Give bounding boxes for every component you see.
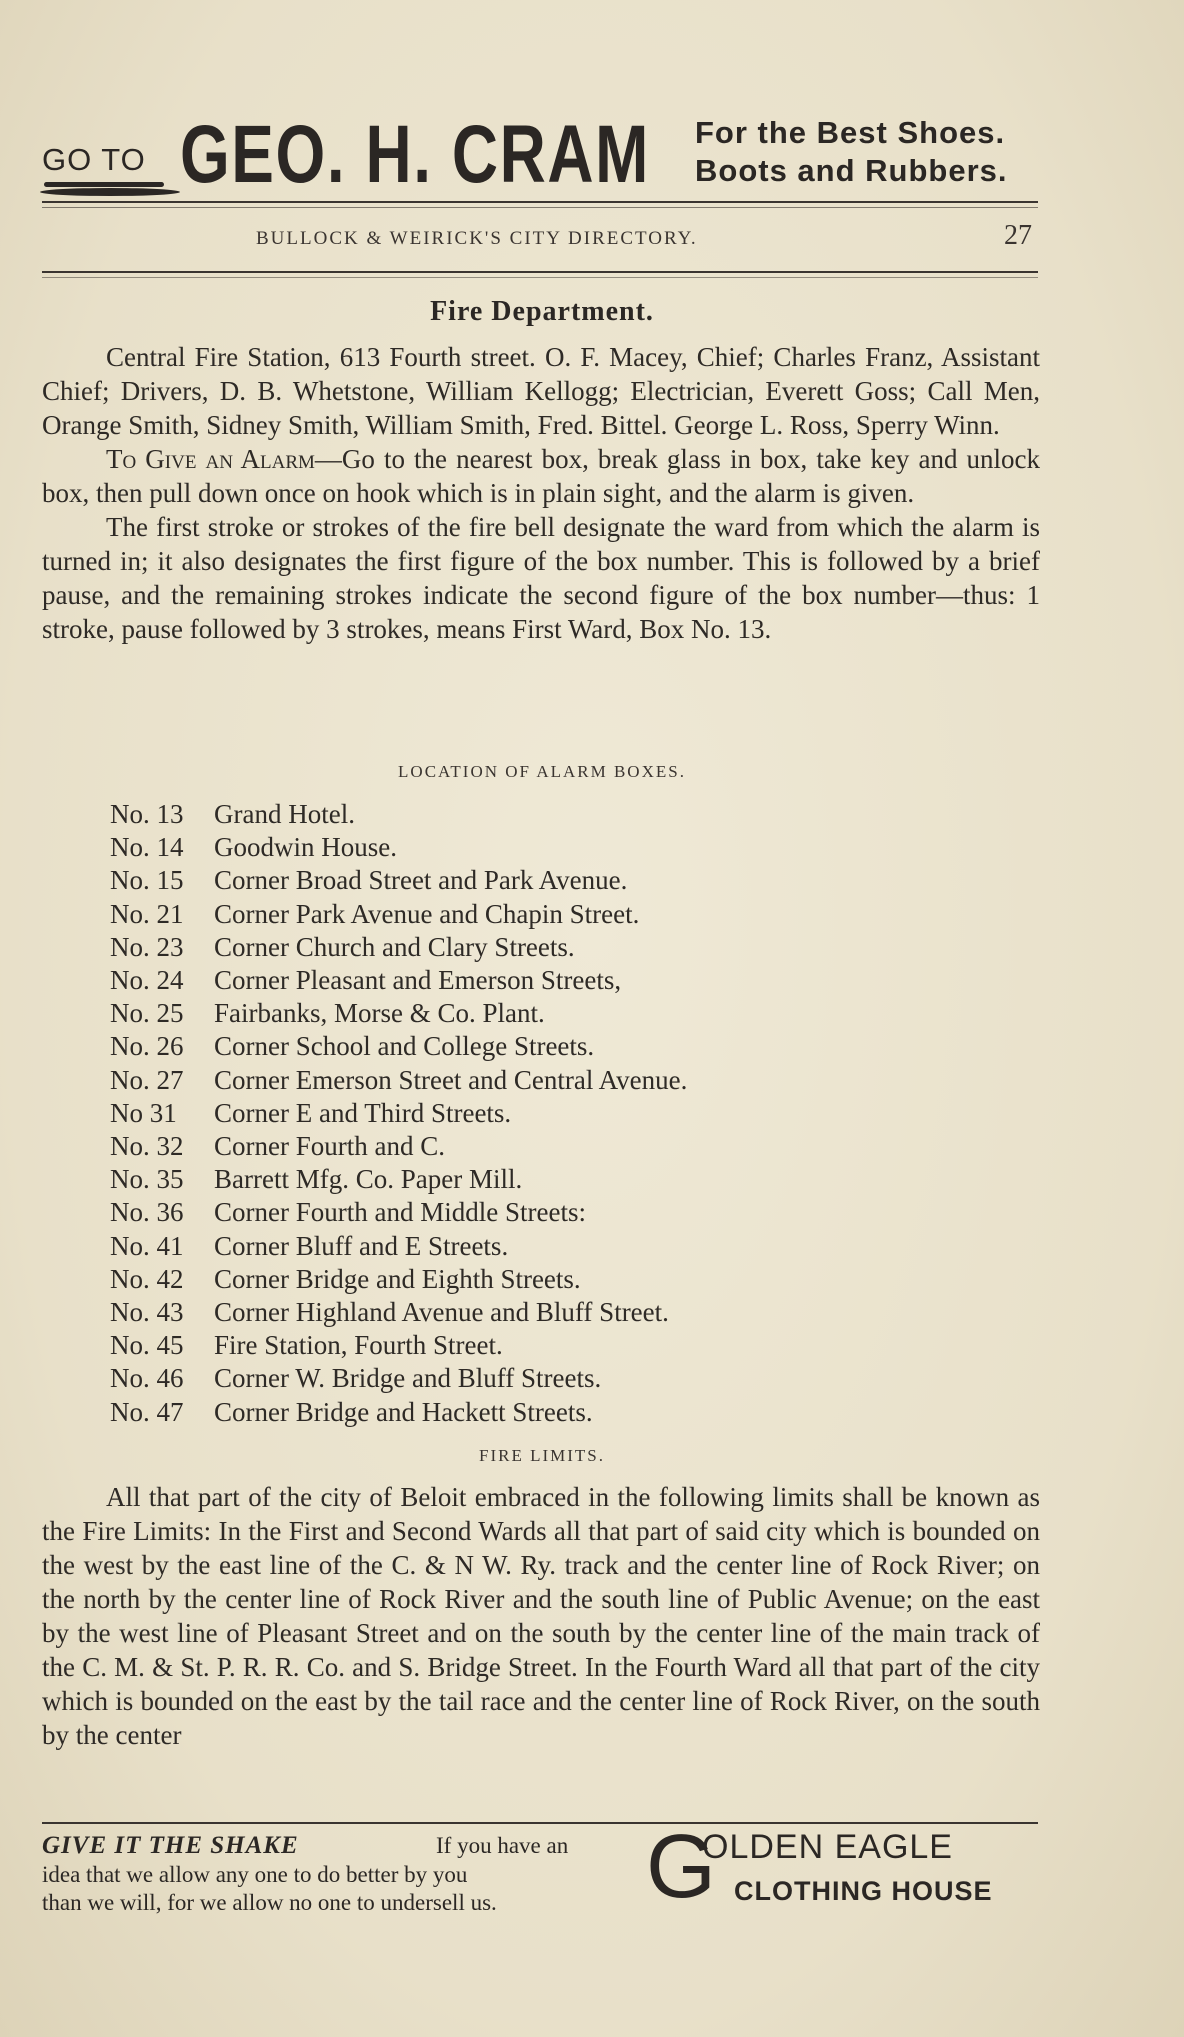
list-item [110, 864, 1010, 897]
box-number: No. 41 [110, 1230, 184, 1261]
box-number: No. 45 [110, 1330, 184, 1361]
ad-tagline-line1: For the Best Shoes. [695, 115, 1006, 150]
box-location: Corner Emerson Street and Central Avenue. [214, 1064, 688, 1095]
box-location: Corner Bridge and Eighth Streets. [214, 1263, 581, 1294]
list-item [110, 1230, 1010, 1263]
top-advertisement [42, 100, 1042, 200]
ad-underline [44, 182, 164, 187]
box-location: Fairbanks, Morse & Co. Plant. [214, 998, 545, 1029]
box-location: Corner Fourth and C. [214, 1131, 445, 1162]
box-number: No. 46 [110, 1363, 184, 1394]
box-location: Corner Fourth and Middle Streets: [214, 1197, 586, 1228]
list-item [110, 997, 1010, 1030]
box-location: Corner School and College Streets. [214, 1031, 595, 1062]
box-location: Corner Highland Avenue and Bluff Street. [214, 1297, 669, 1328]
box-location: Corner Pleasant and Emerson Streets, [214, 965, 622, 996]
box-number: No. 26 [110, 1031, 184, 1062]
box-location: Corner W. Bridge and Bluff Streets. [214, 1363, 602, 1394]
ad-tagline-line2: Boots and Rubbers. [695, 153, 1008, 188]
list-item [110, 1030, 1010, 1063]
ad-shake-headline: GIVE IT THE SHAKE [42, 1832, 299, 1859]
list-item [110, 1296, 1010, 1329]
box-number: No. 24 [110, 965, 184, 996]
ad-text-line3: than we will, for we allow no one to undersell us. [42, 1890, 497, 1915]
box-number: No. 27 [110, 1064, 184, 1095]
box-location: Grand Hotel. [214, 799, 355, 829]
box-location: Goodwin House. [214, 832, 397, 863]
list-item [110, 1362, 1010, 1395]
bottom-rule [42, 1822, 1038, 1824]
list-item [110, 798, 1010, 831]
alarm-box-list [110, 798, 1010, 1429]
paragraph-give-alarm [42, 442, 1040, 510]
bottom-advertisement [42, 1817, 1042, 1922]
ad-merchant-name: GEO. H. CRAM [180, 109, 651, 200]
box-number: No. 25 [110, 998, 184, 1029]
section-title: Fire Department. [430, 296, 654, 327]
box-number: No. 14 [110, 832, 184, 863]
box-location: Corner Bluff and E Streets. [214, 1230, 509, 1261]
ad-store-type: CLOTHING HOUSE [734, 1876, 993, 1906]
list-item [110, 1097, 1010, 1130]
fire-department-text [42, 340, 1040, 646]
running-head-rule [42, 271, 1038, 273]
list-item [110, 931, 1010, 964]
ad-initial-letter: G [646, 1817, 717, 1917]
fire-limits-text [42, 1480, 1040, 1752]
paragraph-fire-limits: All that part of the city of Beloit embraced in the following limits shall be known as the Fire Limits: In the First and Second Wards all that part of said city which is bounded on the west by the east line of the C. & N W. Ry. track and the center line of Rock River; on the north by the center line of Rock River and the south line of Public Avenue; on the east by the west line of Pleasant Street and on the south by the center line of the main track of the C. M. & St. P. R. R. Co. and S. Bridge Street. In the Fourth Ward all that part of the city which is bounded on the east by the tail race and the center line of Rock River, on the south by the center [42, 1482, 1040, 1750]
list-item [110, 1263, 1010, 1296]
box-number: No. 42 [110, 1263, 184, 1294]
list-item [110, 1329, 1010, 1362]
box-number: No. 36 [110, 1197, 184, 1228]
give-alarm-lead: To Give an Alarm [106, 444, 315, 474]
ad-store-name: OLDEN EAGLE [702, 1828, 953, 1866]
box-location: Corner Bridge and Hackett Streets. [214, 1396, 593, 1427]
running-head-rule-thin [42, 277, 1038, 278]
list-item [110, 898, 1010, 931]
list-item [110, 831, 1010, 864]
box-number: No. 47 [110, 1396, 184, 1427]
alarm-boxes-heading: LOCATION OF ALARM BOXES. [398, 762, 686, 781]
box-number: No. 32 [110, 1131, 184, 1162]
list-item [110, 964, 1010, 997]
list-item [110, 1130, 1010, 1163]
box-location: Corner Park Avenue and Chapin Street. [214, 898, 640, 929]
paragraph-central-station: Central Fire Station, 613 Fourth street. O. F. Macey, Chief; Charles Franz, Assistant Chief; Drivers, D. B. Whetstone, William Kellogg; Electrician, Everett Goss; Call Men, Orange Smith, Sidney Smith, William Smith, Fred. Bittel. George L. Ross, Sperry Winn. [42, 342, 1040, 440]
ad-shake-text: If you have an [436, 1833, 569, 1858]
top-rule-upper [42, 201, 1038, 203]
box-number: No. 15 [110, 865, 184, 896]
list-item [110, 1064, 1010, 1097]
ad-tagline [695, 114, 1008, 190]
list-item [110, 1396, 1010, 1429]
box-location: Corner Broad Street and Park Avenue. [214, 865, 628, 896]
give-alarm-text: —Go to the nearest box, break glass in box, take key and unlock box, then pull down once on hook which is in plain sight, and the alarm is given. [42, 444, 1040, 508]
fire-limits-heading: FIRE LIMITS. [479, 1446, 605, 1465]
box-number: No. 35 [110, 1164, 184, 1195]
box-number: No. 21 [110, 898, 184, 929]
top-rule-upper-thin [42, 207, 1038, 208]
box-number: No 31 [110, 1097, 177, 1128]
box-number: No. 13 [110, 799, 184, 829]
paragraph-bell-strokes: The first stroke or strokes of the fire bell designate the ward from which the alarm is turned in; it also designates the first figure of the box number. This is followed by a brief pause, and the remaining strokes indicate the second figure of the box number—thus: 1 stroke, pause followed by 3 strokes, means First Ward, Box No. 13. [42, 512, 1040, 644]
box-location: Corner E and Third Streets. [214, 1097, 512, 1128]
box-location: Corner Church and Clary Streets. [214, 931, 575, 962]
list-item [110, 1196, 1010, 1229]
running-head: BULLOCK & WEIRICK'S CITY DIRECTORY. [256, 228, 698, 249]
box-location: Fire Station, Fourth Street. [214, 1330, 503, 1361]
page-number: 27 [1004, 220, 1032, 251]
box-location: Barrett Mfg. Co. Paper Mill. [214, 1164, 523, 1195]
ad-text-line2: idea that we allow any one to do better by you [42, 1862, 468, 1887]
box-number: No. 23 [110, 931, 184, 962]
ad-swash-ornament [40, 188, 180, 196]
list-item [110, 1163, 1010, 1196]
box-number: No. 43 [110, 1297, 184, 1328]
ad-go-to: GO TO [42, 142, 146, 177]
